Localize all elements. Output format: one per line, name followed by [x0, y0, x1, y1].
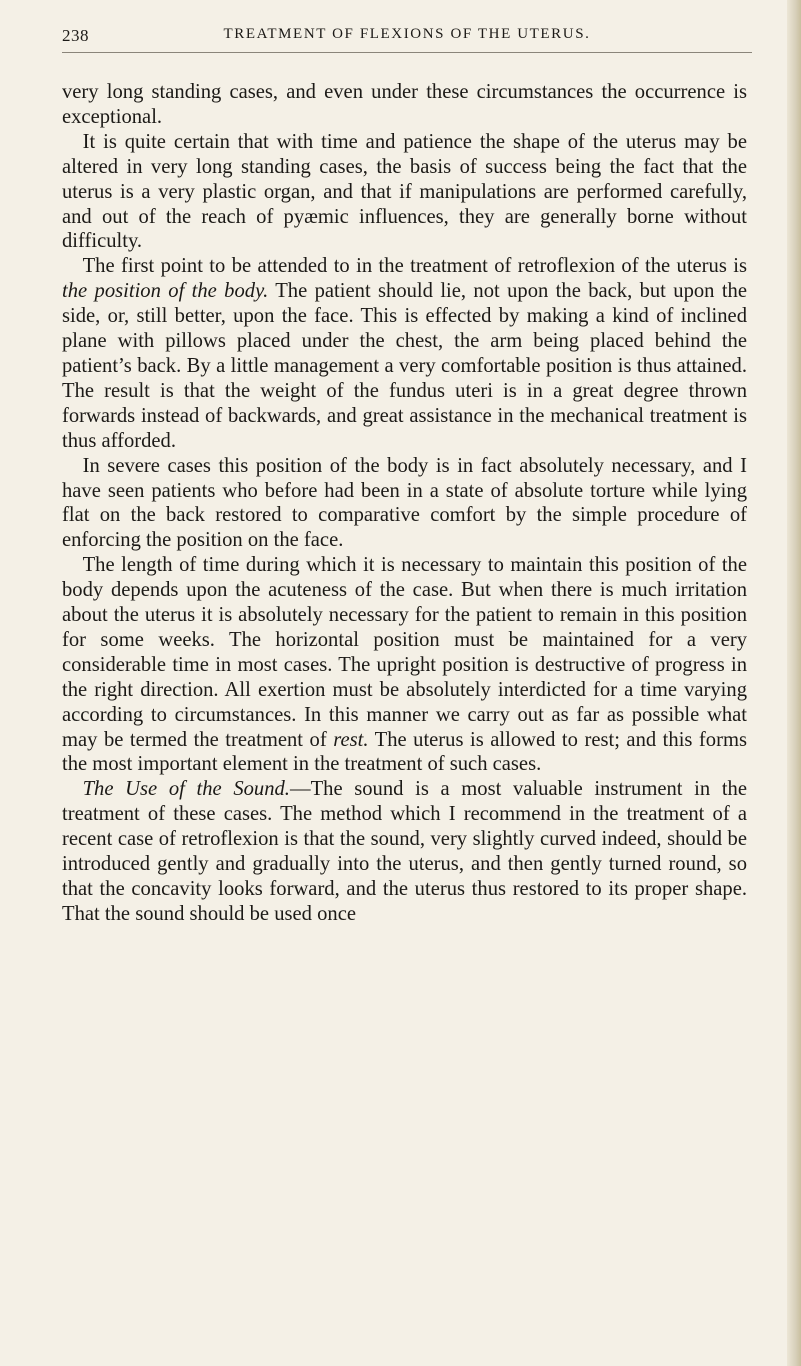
- paragraph-text: In severe cases this position of the body is in fact absolutely necessary, and I have seen patients who before had been in a state of absolute torture while lying flat on the back restored to comparative comfort by the simple procedure of enforcing the position on the face.: [62, 454, 747, 552]
- page-header: [62, 22, 752, 53]
- paragraph-text: very long standing cases, and even under these circumstances the occurrence is exceptional.: [62, 81, 747, 128]
- body-text: [62, 80, 747, 927]
- page-number: 238: [62, 26, 89, 45]
- paragraph: [62, 777, 747, 926]
- paragraph-text: The length of time during which it is necessary to maintain this position of the body depends upon the acuteness of the case. But when there is much irritation about the uterus it is absolutely necessary for the patient to remain in this position for some weeks. The horizontal position must be maintained for a very considerable time in most cases. The upright position is destructive of progress in the right direction. All exertion must be absolutely interdicted for a time varying according to circumstances. In this manner we carry out as far as possible what may be termed the treatment of: [62, 554, 747, 751]
- paragraph-text: —The sound is a most valuable instrument in the treatment of these cases. The method which I recommend in the treatment of a recent case of retroflexion is that the sound, very slightly curved indeed, should be introduced gently and gradually into the uterus, and then gently turned round, so that the concavity looks forward, and the uterus thus restored to its proper shape. That the sound should be used once: [62, 778, 747, 925]
- section-heading-italic: The Use of the Sound.: [82, 778, 290, 801]
- paragraph: [62, 130, 747, 255]
- italic-phrase: rest.: [333, 728, 369, 751]
- page-edge-shadow: [787, 0, 801, 1366]
- paragraph-text: The patient should lie, not upon the back, but upon the side, or, still better, upon the face. This is effected by making a kind of inclined plane with pillows placed under the chest, the arm being placed behind the patient’s back. By a little management a very comfortable position is thus attained. The result is that the weight of the fundus uteri is in a great degree thrown forwards instead of backwards, and great assistance in the mechanical treatment is thus afforded.: [62, 280, 747, 452]
- paragraph-continued: [62, 80, 747, 130]
- paragraph: [62, 454, 747, 554]
- paragraph: [62, 553, 747, 777]
- running-title: TREATMENT OF FLEXIONS OF THE UTERUS.: [223, 26, 591, 42]
- paragraph-text: The uterus is allowed to rest; and this forms the most important element in the treatment of such cases.: [62, 728, 747, 776]
- paragraph-text: The first point to be attended to in the treatment of retroflexion of the uterus is: [82, 255, 747, 278]
- paragraph: [62, 254, 747, 453]
- paragraph-text: It is quite certain that with time and patience the shape of the uterus may be altered in very long standing cases, the basis of success being the fact that the uterus is a very plastic organ, and that if manipulations are performed carefully, and out of the reach of pyæmic influences, they are generally borne without difficulty.: [62, 130, 747, 253]
- italic-phrase: the position of the body.: [62, 280, 269, 303]
